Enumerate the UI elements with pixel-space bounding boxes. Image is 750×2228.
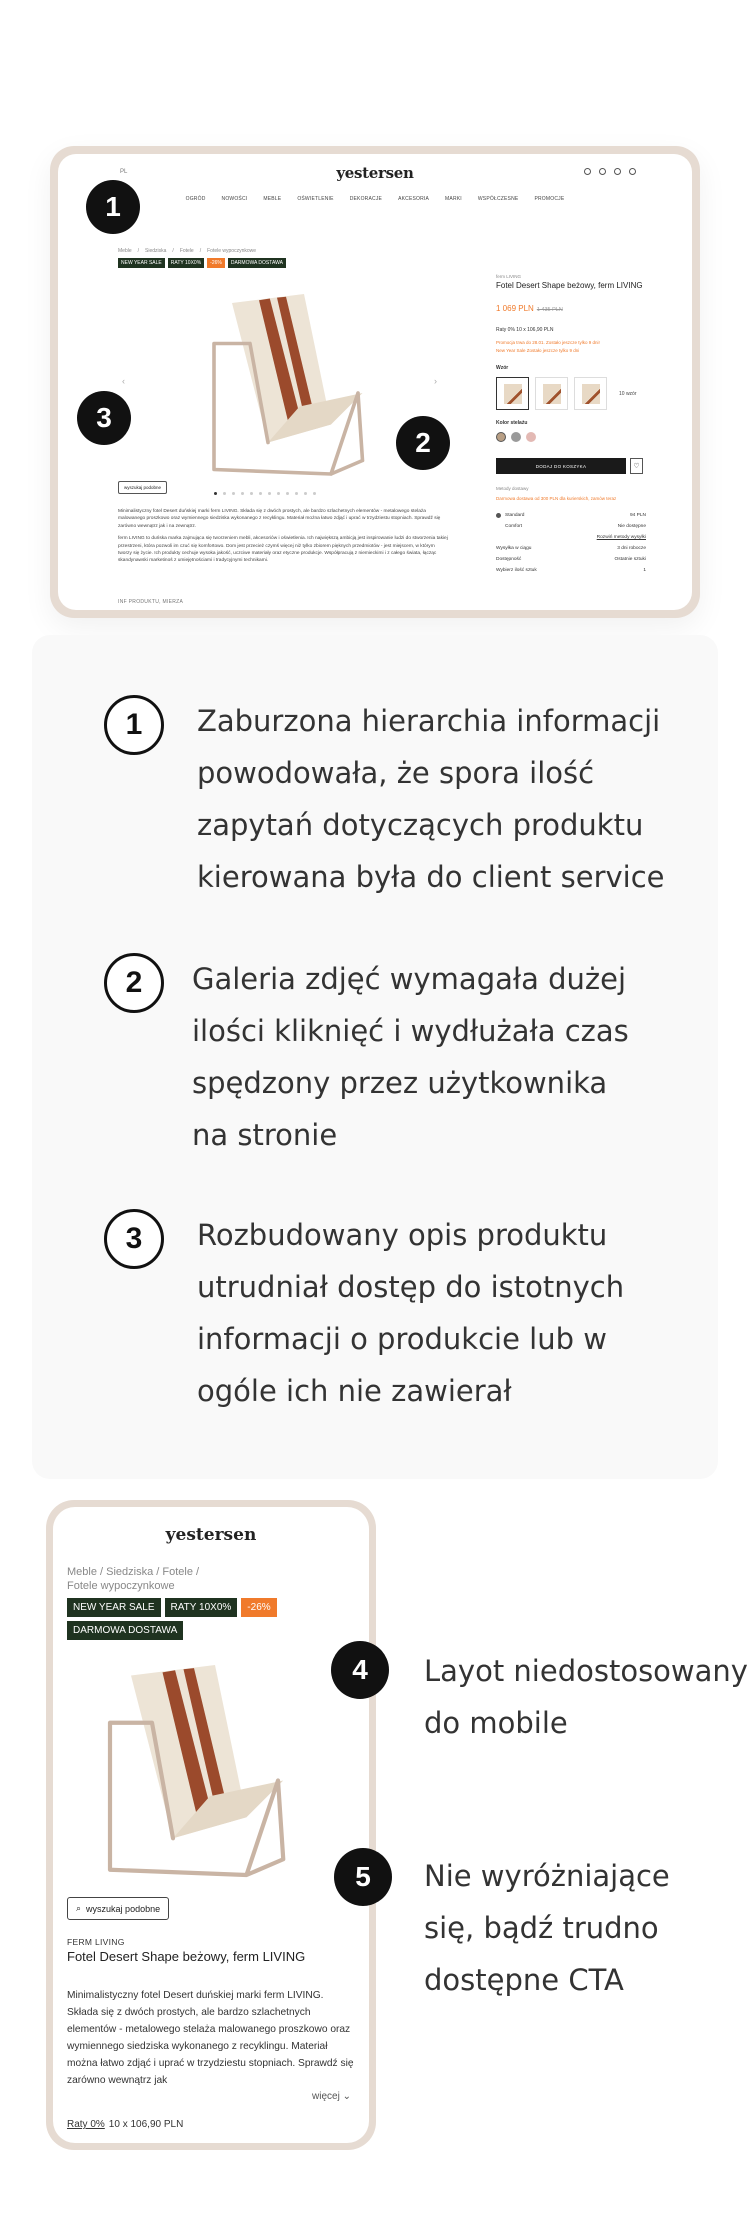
gallery-dot[interactable]	[277, 492, 280, 495]
user-icon[interactable]	[599, 168, 606, 175]
installments[interactable]: Raty 0% 10 x 106,90 PLN	[496, 327, 554, 333]
nav-item[interactable]: NOWOŚCI	[221, 196, 248, 202]
badge: NEW YEAR SALE	[118, 258, 165, 268]
marker-2: 2	[396, 416, 450, 470]
shipping-option[interactable]	[496, 510, 646, 521]
breadcrumb-sep: /	[172, 248, 174, 254]
mobile-screen	[53, 1507, 369, 2143]
info-row	[496, 543, 646, 554]
badge: RATY 10X0%	[165, 1598, 238, 1617]
issue-line: na stronie	[192, 1118, 338, 1152]
issue-number: 2	[104, 953, 164, 1013]
gallery-next-icon[interactable]: ›	[434, 376, 437, 386]
expand-shipping-link[interactable]	[496, 532, 646, 543]
breadcrumb	[67, 1565, 199, 1593]
breadcrumb-item[interactable]: Meble	[118, 248, 132, 254]
side-note-line: Layot niedostosowany	[424, 1654, 748, 1688]
color-swatch[interactable]	[511, 432, 521, 442]
heart-icon[interactable]	[614, 168, 621, 175]
option-label: Standard	[505, 513, 525, 518]
variant-thumbs	[496, 377, 646, 410]
issue-line: Rozbudowany opis produktu	[197, 1218, 608, 1252]
gallery-prev-icon[interactable]: ‹	[122, 376, 125, 386]
color-swatch[interactable]	[526, 432, 536, 442]
search-icon[interactable]	[584, 168, 591, 175]
issue-number: 3	[104, 1209, 164, 1269]
breadcrumb-line[interactable]: Meble / Siedziska / Fotele /	[67, 1566, 200, 1578]
info-label: Dostępność	[496, 557, 522, 562]
nav-item[interactable]: MARKI	[445, 196, 462, 202]
logo[interactable]: yestersen	[336, 164, 414, 182]
color-swatches	[496, 432, 646, 442]
product-title: Fotel Desert Shape beżowy, ferm LIVING	[67, 1949, 306, 1964]
gallery-dot[interactable]	[223, 492, 226, 495]
product-description: Minimalistyczny fotel Desert duńskiej marki ferm LIVING. Składa się z dwóch prostych, ale bardzo szlachetnych elementów - metalowego stelaża malowanego proszkowo oraz wymiennego siedziska wykonanego z recyklingu. Materiał można łatwo zdjąć i uprać w trzydziestu stopniach. Sprawdź się zarówno wewnątrz jak	[67, 1990, 354, 2086]
gallery-dot[interactable]	[268, 492, 271, 495]
product-description	[118, 508, 448, 570]
product-image	[196, 289, 376, 479]
side-note-line: do mobile	[424, 1706, 568, 1740]
breadcrumb-sep: /	[137, 248, 140, 254]
breadcrumb-item[interactable]: Fotele wypoczynkowe	[207, 248, 257, 254]
nav-item[interactable]: OŚWIETLENIE	[297, 196, 334, 202]
header-icons	[584, 168, 636, 175]
shipping-option[interactable]	[496, 521, 646, 532]
language-selector[interactable]: PL	[120, 169, 128, 175]
variant-label: Wzór	[496, 365, 509, 371]
section-label[interactable]: INF PRODUKTU, MIERZA	[118, 599, 184, 605]
issue-line: informacji o produkcie lub w	[197, 1322, 607, 1356]
breadcrumb-sep: /	[199, 248, 202, 254]
issue-text	[192, 953, 629, 1161]
badge: RATY 10X0%	[168, 258, 204, 268]
chevron-down-icon: ⌄	[342, 2091, 351, 2102]
nav-item[interactable]: WSPÓŁCZESNE	[477, 196, 519, 202]
add-to-cart-button[interactable]: DODAJ DO KOSZYKA	[496, 458, 626, 474]
price	[496, 304, 646, 313]
nav-item[interactable]: OGRÓD	[185, 196, 206, 202]
breadcrumb-item[interactable]: Siedziska	[145, 248, 167, 254]
nav-item[interactable]: DEKORACJE	[349, 196, 383, 202]
breadcrumb-item[interactable]: Fotele	[179, 248, 194, 254]
side-note-line: się, bądź trudno	[424, 1911, 659, 1945]
variant-thumb[interactable]	[496, 377, 529, 410]
gallery-dot[interactable]	[286, 492, 289, 495]
brand-label[interactable]: FERM LIVING	[67, 1937, 125, 1947]
marker-4: 4	[331, 1641, 389, 1699]
wishlist-heart-icon[interactable]: ♡	[630, 458, 643, 474]
show-more-label: więcej	[312, 2091, 340, 2102]
search-similar-button[interactable]	[67, 1897, 169, 1920]
issues-panel	[32, 635, 718, 1479]
nav-item[interactable]: PROMOCJE	[534, 196, 565, 202]
search-similar-button[interactable]	[118, 481, 167, 494]
installments-value: 10 x 106,90 PLN	[108, 2119, 184, 2130]
color-label: Kolor stelażu	[496, 420, 528, 426]
discount-badge: -26%	[241, 1598, 276, 1617]
issue-line: Galeria zdjęć wymagała dużej	[192, 962, 627, 996]
cart-icon[interactable]	[629, 168, 636, 175]
product-panel	[496, 274, 646, 576]
badge: DARMOWA DOSTAWA	[228, 258, 286, 268]
desktop-screen	[58, 154, 692, 610]
issue-line: zapytań dotyczących produktu	[197, 808, 644, 842]
product-title: Fotel Desert Shape beżowy, ferm LIVING	[496, 281, 643, 290]
option-value: 94 PLN	[630, 513, 646, 518]
installments-link[interactable]: Raty 0%	[67, 2119, 105, 2130]
side-note-line: Nie wyróżniające	[424, 1859, 670, 1893]
old-price: 1 435 PLN	[536, 307, 563, 313]
marker-3: 3	[77, 391, 131, 445]
radio-icon[interactable]	[496, 513, 501, 518]
issue-line: spędzony przez użytkownika	[192, 1066, 608, 1100]
brand-label[interactable]: ferm LIVING	[496, 274, 522, 279]
gallery-dot[interactable]	[295, 492, 298, 495]
search-similar-label: wyszukaj podobne	[124, 485, 162, 490]
shipping-label: Metody dostawy	[496, 486, 529, 491]
badges	[118, 258, 286, 268]
marker-5: 5	[334, 1848, 392, 1906]
variant-more[interactable]: 10 wzór	[619, 390, 637, 397]
desktop-mockup	[50, 146, 700, 618]
desktop-header	[58, 154, 692, 186]
quantity-row[interactable]	[496, 565, 646, 576]
gallery-dot[interactable]	[304, 492, 307, 495]
issue-line: kierowana była do client service	[197, 860, 665, 894]
info-row	[496, 554, 646, 565]
mobile-mockup	[46, 1500, 376, 2150]
current-price: 1 069 PLN	[496, 304, 534, 313]
color-swatch[interactable]	[496, 432, 506, 442]
side-note-line: dostępne CTA	[424, 1963, 624, 1997]
promo-text	[496, 339, 646, 355]
discount-badge: -26%	[207, 258, 225, 268]
quantity-stepper[interactable]: 1	[643, 568, 646, 573]
shipping-warning[interactable]: Darmowa dostawa od 300 PLN dla kurierskich, zamów teraz	[496, 496, 617, 501]
breadcrumb	[118, 248, 256, 254]
add-row	[496, 458, 646, 474]
installments	[67, 2119, 183, 2130]
marker-1: 1	[86, 180, 140, 234]
gallery-dot[interactable]	[313, 492, 316, 495]
option-value: Nie dostępne	[617, 524, 646, 529]
gallery-dot[interactable]	[214, 492, 217, 495]
option-value: Rozwiń metody wysyłki	[596, 535, 646, 540]
variant-thumb[interactable]	[574, 377, 607, 410]
promo-line: Promocja trwa do 28.01. Zostało jeszcze tylko 9 dni!	[496, 340, 600, 345]
nav-item[interactable]: MEBLE	[263, 196, 282, 202]
issue-line: utrudniał dostęp do istotnych	[197, 1270, 625, 1304]
nav-item[interactable]: AKCESORIA	[398, 196, 430, 202]
info-value: 3 dni robocze	[617, 546, 646, 551]
badge: NEW YEAR SALE	[67, 1598, 161, 1617]
issue-text	[197, 1209, 624, 1417]
badge: DARMOWA DOSTAWA	[67, 1621, 183, 1640]
show-more-link[interactable]	[312, 2091, 351, 2102]
variant-thumb[interactable]	[535, 377, 568, 410]
issue-line: ilości kliknięć i wydłużała czas	[192, 1014, 629, 1048]
gallery-dot[interactable]	[241, 492, 244, 495]
description-paragraph: ferm LIVING to duńska marka zajmująca się tworzeniem mebli, akcesoriów i oświetlenia. Ich największą ambicją jest inspirowanie ludzi do stworzenia takiej przestrzeni, która pozwoli im czuć się komfortowo. Dom jest przecież czymś więcej niż tylko zbiorem pięknych przedmiotów - jest miejscem, w którym tworzy się życie. Ich produkty cechuje wysoka jakość, uczciwe materiały oraz etyczne produkcje. Współpracują z niemieckimi i z całego świata, łącząc skandynawski marketinoś z umiejętnościami i tradycyjnymi technikami.	[118, 536, 448, 564]
description-paragraph: Minimalistyczny fotel Desert duńskiej marki ferm LIVING. Składa się z dwóch prostych, ale bardzo szlachetnych elementów - metalowego stelaża malowanego proszkowo oraz wymiennego siedziska wykonanego z recyklingu. Materiał można łatwo zdjąć i uprać w trzydziestu stopniach. Sprawdź się zarówno wewnątrz jak i na zewnątrz.	[118, 509, 441, 529]
badges	[67, 1598, 307, 1640]
issue-line: Zaburzona hierarchia informacji	[197, 704, 661, 738]
gallery-dot[interactable]	[259, 492, 262, 495]
product-image	[89, 1655, 299, 1885]
side-note	[424, 1645, 748, 1749]
gallery-dot[interactable]	[250, 492, 253, 495]
info-value: Ostatnie sztuki	[614, 557, 646, 562]
info-label: Wybierz ilość sztuk	[496, 568, 537, 573]
main-nav	[58, 196, 692, 202]
shipping-options	[496, 510, 646, 576]
search-icon: ⌕	[76, 1903, 82, 1913]
option-label: Comfort	[505, 524, 523, 529]
issue-line: ogóle ich nie zawierał	[197, 1374, 512, 1408]
gallery-dots	[214, 492, 316, 495]
info-label: Wysyłka w ciągu	[496, 546, 532, 551]
issue-text	[197, 695, 665, 903]
issue-number: 1	[104, 695, 164, 755]
promo-line: New Year Sale Zostało jeszcze tylko 9 dni	[496, 348, 580, 353]
gallery-dot[interactable]	[232, 492, 235, 495]
search-similar-label: wyszukaj podobne	[86, 1903, 161, 1914]
breadcrumb-line[interactable]: Fotele wypoczynkowe	[67, 1580, 175, 1592]
side-note	[424, 1850, 670, 2006]
logo[interactable]: yestersen	[165, 1525, 257, 1545]
issue-line: powodowała, że spora ilość	[197, 756, 595, 790]
